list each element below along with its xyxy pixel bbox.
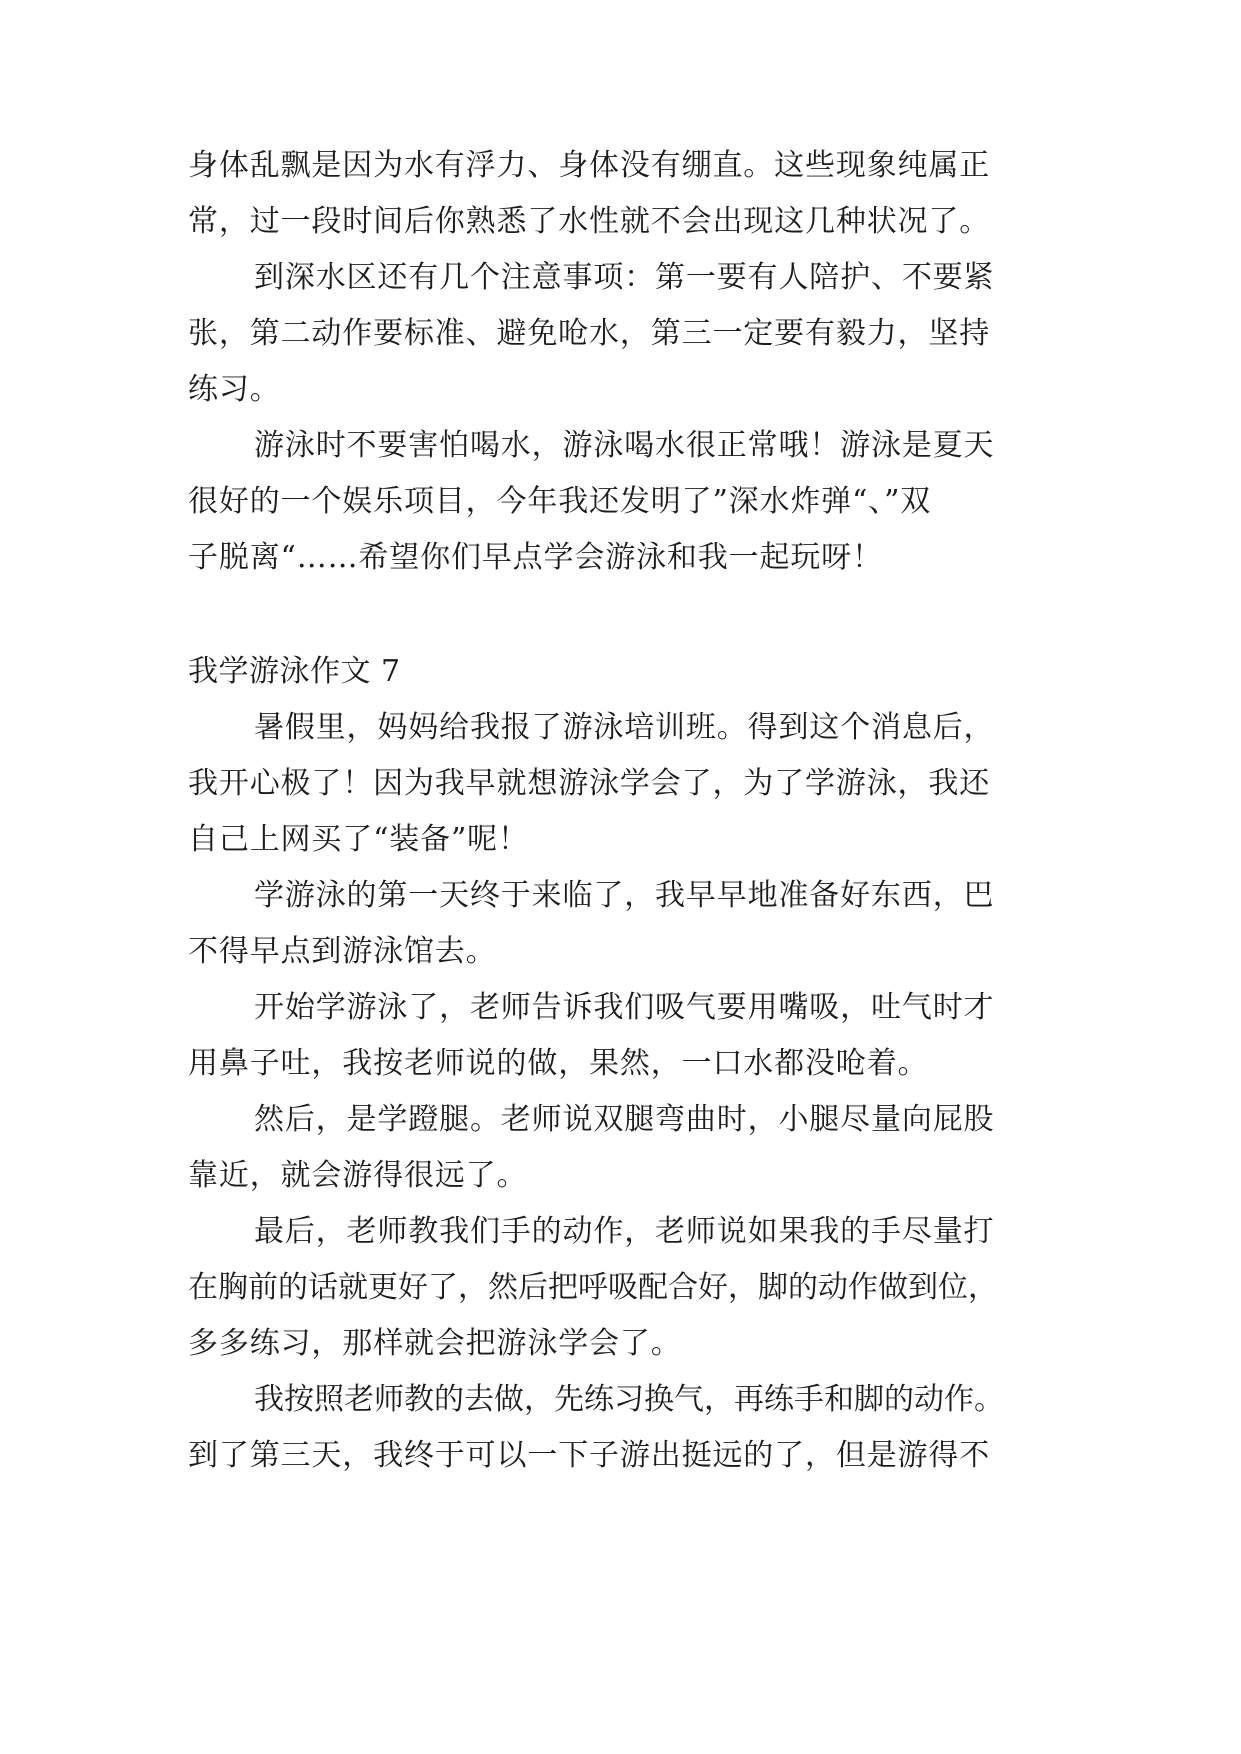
text-line: 很好的一个娱乐项目，今年我还发明了”深水炸弹“、”双	[188, 484, 932, 519]
paragraph-first-line: 到深水区还有几个注意事项：第一要有人陪护、不要紧	[254, 260, 995, 295]
text-line: 在胸前的话就更好了，然后把呼吸配合好，脚的动作做到位，	[188, 1270, 998, 1305]
section-title: 我学游泳作文 7	[188, 654, 401, 689]
text-line: 到了第三天，我终于可以一下子游出挺远的了，但是游得不	[188, 1438, 991, 1473]
paragraph-first-line: 开始学游泳了，老师告诉我们吸气要用嘴吸，吐气时才	[254, 990, 995, 1025]
paragraph-first-line: 最后，老师教我们手的动作，老师说如果我的手尽量打	[254, 1214, 995, 1249]
text-line: 身体乱飘是因为水有浮力、身体没有绷直。这些现象纯属正	[188, 148, 991, 183]
text-line: 靠近，就会游得很远了。	[188, 1158, 528, 1193]
paragraph-first-line: 游泳时不要害怕喝水，游泳喝水很正常哦！游泳是夏天	[254, 428, 995, 463]
paragraph-first-line: 暑假里，妈妈给我报了游泳培训班。得到这个消息后，	[254, 710, 995, 745]
text-line: 张，第二动作要标准、避免呛水，第三一定要有毅力，坚持	[188, 316, 991, 351]
text-line: 用鼻子吐，我按老师说的做，果然，一口水都没呛着。	[188, 1046, 929, 1081]
text-line: 常，过一段时间后你熟悉了水性就不会出现这几种状况了。	[188, 204, 991, 239]
paragraph-first-line: 然后，是学蹬腿。老师说双腿弯曲时，小腿尽量向屁股	[254, 1102, 995, 1137]
text-line: 自己上网买了“装备”呢！	[188, 822, 529, 857]
paragraph-first-line: 我按照老师教的去做，先练习换气，再练手和脚的动作。	[254, 1382, 1004, 1417]
paragraph-first-line: 学游泳的第一天终于来临了，我早早地准备好东西，巴	[254, 878, 995, 913]
text-line: 我开心极了！因为我早就想游泳学会了，为了学游泳，我还	[188, 766, 991, 801]
text-line: 子脱离“……希望你们早点学会游泳和我一起玩呀！	[188, 540, 883, 575]
text-line: 练习。	[188, 372, 281, 407]
text-line: 不得早点到游泳馆去。	[188, 934, 497, 969]
text-line: 多多练习，那样就会把游泳学会了。	[188, 1326, 682, 1361]
